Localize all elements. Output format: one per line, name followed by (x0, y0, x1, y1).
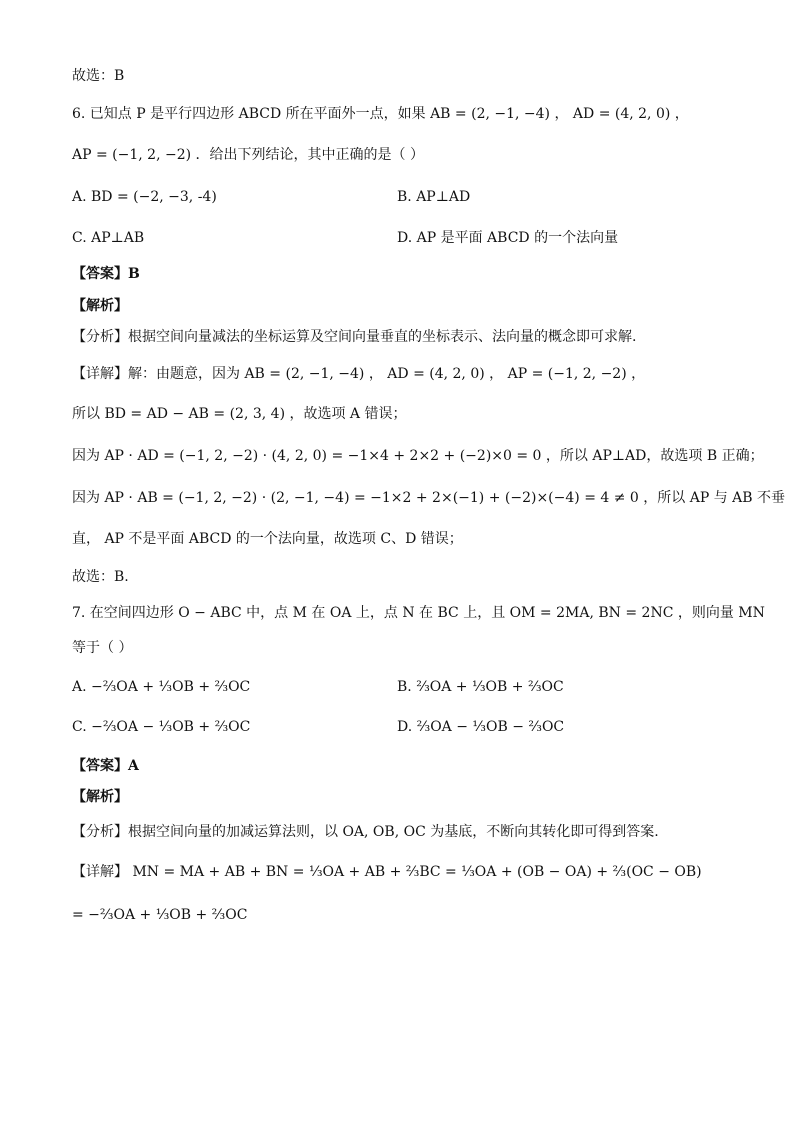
option-b: B. ⅔OA + ⅓OB + ⅔OC (397, 679, 564, 695)
question-7-stem: 7. 在空间四边形 O − ABC 中，点 M 在 OA 上，点 N 在 BC 上，且 OM = 2MA, BN = 2NC ，则向量 MN (72, 605, 765, 621)
question-7-stem-cont: 等于（ ） (72, 640, 133, 656)
analysis-text: 【分析】根据空间向量减法的坐标运算及空间向量垂直的坐标表示、法向量的概念即可求解. (72, 329, 637, 345)
option-c: C. −⅔OA − ⅓OB + ⅔OC (72, 719, 251, 735)
text-line: 故选：B (72, 68, 125, 84)
answer-label: 【答案】B (72, 266, 140, 282)
question-6-stem: 6. 已知点 P 是平行四边形 ABCD 所在平面外一点，如果 AB = (2, −1, −4) ， AD = (4, 2, 0) ， (72, 106, 689, 122)
solution-line: 因为 AP · AD = (−1, 2, −2) · (4, 2, 0) = −1×4 + 2×2 + (−2)×0 = 0 ，所以 AP⊥AD，故选项 B 正确； (72, 448, 764, 464)
solution-line: 【详解】 MN = MA + AB + BN = ⅓OA + AB + ⅔BC = ⅓OA + (OB − OA) + ⅔(OC − OB) (72, 864, 702, 880)
solution-line: 【详解】解：由题意，因为 AB = (2, −1, −4) ， AD = (4, 2, 0) ， AP = (−1, 2, −2) ， (72, 366, 646, 382)
option-a: A. −⅔OA + ⅓OB + ⅔OC (72, 679, 251, 695)
solution-line: = −⅔OA + ⅓OB + ⅔OC (72, 907, 248, 923)
text-line: 故选：B. (72, 569, 129, 585)
analysis-label: 【解析】 (72, 789, 128, 805)
answer-label: 【答案】A (72, 758, 139, 774)
solution-line: 因为 AP · AB = (−1, 2, −2) · (2, −1, −4) = −1×2 + 2×(−1) + (−2)×(−4) = 4 ≠ 0 ，所以 AP 与 AB 不垂 (72, 490, 786, 506)
option-d: D. AP 是平面 ABCD 的一个法向量 (397, 230, 619, 246)
option-b: B. AP⊥AD (397, 189, 471, 205)
option-d: D. ⅔OA − ⅓OB − ⅔OC (397, 719, 565, 735)
analysis-text: 【分析】根据空间向量的加减运算法则，以 OA, OB, OC 为基底，不断向其转化即可得到答案. (72, 824, 659, 840)
solution-line: 所以 BD = AD − AB = (2, 3, 4) ，故选项 A 错误； (72, 406, 407, 422)
option-a: A. BD = (−2, −3, -4) (72, 189, 217, 205)
analysis-label: 【解析】 (72, 298, 128, 314)
solution-line: 直， AP 不是平面 ABCD 的一个法向量，故选项 C、D 错误； (72, 531, 463, 547)
question-6-stem-cont: AP = (−1, 2, −2) ．给出下列结论，其中正确的是（ ） (72, 147, 424, 163)
option-c: C. AP⊥AB (72, 230, 145, 246)
